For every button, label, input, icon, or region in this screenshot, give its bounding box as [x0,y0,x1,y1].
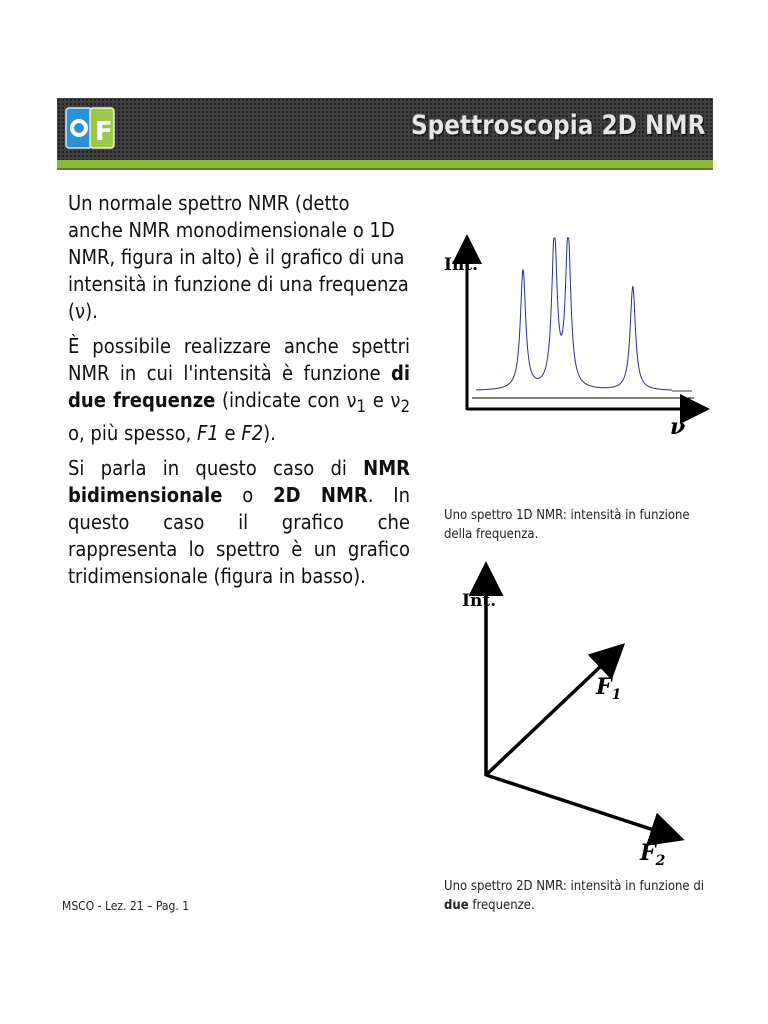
f2-axis-label: $F_2$ [640,840,666,869]
figure2-caption: Uno spettro 2D NMR: intensità in funzione di due frequenze. [444,879,705,913]
f1-axis [486,648,620,775]
figure1-caption: Uno spettro 1D NMR: intensità in funzione della frequenza. [444,508,690,542]
institution-logo-icon [65,106,115,152]
f1-axis-label: $F_1$ [596,674,622,703]
f2-axis [486,775,678,838]
spectrum-trace [476,238,672,390]
body-text [68,190,410,598]
page-title: Spettroscopia 2D NMR [410,110,705,141]
spectrum-1d-figure [436,232,716,442]
header-bar [57,98,713,160]
y-axis-label: Int. [444,255,479,275]
paragraph-1: Un normale spettro NMR (detto anche NMR monodimensionale o 1D NMR, figura in alto) è il grafico di una intensità in funzione di una frequenza (ν). [68,191,409,323]
spectrum-2d-figure [450,560,700,875]
paragraph-3: Si parla in questo caso di NMR bidimensionale o 2D NMR. In questo caso il grafico che rappresenta lo spettro è un grafico tridimensionale (figura in basso). [68,456,411,588]
x-axis-label: ν [670,414,686,440]
paragraph-2: È possibile realizzare anche spettri NMR in cui l'intensità è funzione di due frequenze (indicate con $\nu_1$ e $\nu_2$ o, più spesso, F1 e F2). [68,334,410,445]
header-divider [57,168,713,170]
header-accent-stripe [57,160,713,168]
page-footer: MSCO - Lez. 21 – Pag. 1 [62,899,190,913]
intensity-axis-label: Int. [462,591,497,611]
svg-text:F: F [95,117,113,147]
